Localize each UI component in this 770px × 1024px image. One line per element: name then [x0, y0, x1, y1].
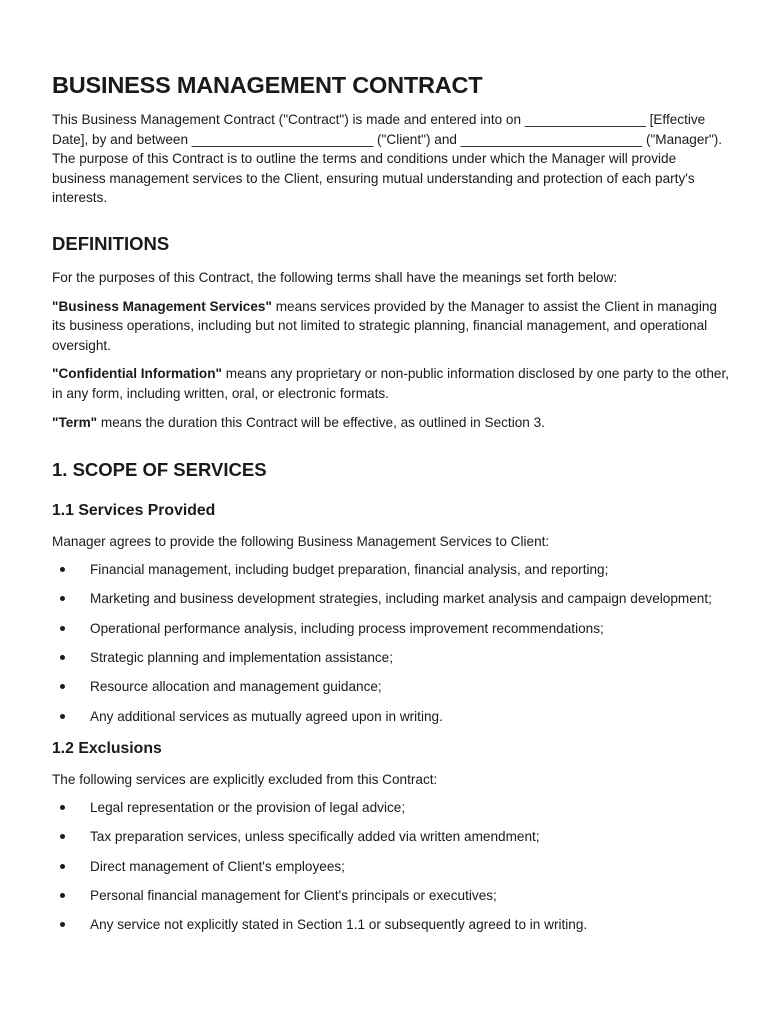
list-item — [52, 619, 730, 639]
list-item-text: Tax preparation services, unless specifically added via written amendment; — [90, 829, 540, 845]
definition-item — [52, 297, 730, 356]
definition-term: "Term" — [52, 414, 98, 430]
bullet-icon — [60, 626, 65, 631]
definition-item — [52, 413, 730, 433]
services-lead: Manager agrees to provide the following Business Management Services to Client: — [52, 534, 550, 550]
definition-term: "Confidential Information" — [52, 366, 222, 382]
list-item — [52, 677, 730, 697]
services-list — [52, 560, 730, 727]
bullet-icon — [60, 922, 65, 927]
definition-term: "Business Management Services" — [52, 298, 272, 314]
list-item — [52, 648, 730, 668]
scope-heading: 1. SCOPE OF SERVICES — [52, 459, 267, 481]
scope-section — [52, 457, 730, 935]
list-item-text: Personal financial management for Client's principals or executives; — [90, 888, 497, 904]
list-item — [52, 886, 730, 906]
exclusions-lead: The following services are explicitly excluded from this Contract: — [52, 772, 438, 788]
list-item-text: Marketing and business development strategies, including market analysis and campaign development; — [90, 591, 712, 607]
exclusions-heading: 1.2 Exclusions — [52, 740, 162, 758]
list-item-text: Legal representation or the provision of legal advice; — [90, 799, 406, 815]
list-item-text: Strategic planning and implementation assistance; — [90, 649, 394, 665]
intro-paragraph: This Business Management Contract ("Contract") is made and entered into on ________________ [Effective Date], by and between ________________________ ("Client") and ________________________ ("Manager"). The purpose of this Contract is to outline the terms and conditions under which the Manager will provide business management services to the Client, ensuring mutual understanding and protection of each party's interests. — [52, 112, 723, 206]
bullet-icon — [60, 655, 65, 660]
exclusions-list — [52, 798, 730, 935]
bullet-icon — [60, 567, 65, 572]
bullet-icon — [60, 805, 65, 810]
bullet-icon — [60, 714, 65, 719]
bullet-icon — [60, 834, 65, 839]
list-item-text: Financial management, including budget preparation, financial analysis, and reporting; — [90, 561, 609, 577]
document-title: BUSINESS MANAGEMENT CONTRACT — [52, 72, 483, 98]
list-item-text: Direct management of Client's employees; — [90, 858, 345, 874]
list-item — [52, 707, 730, 727]
list-item — [52, 857, 730, 877]
definition-text: means any proprietary or non-public information disclosed by one party to the other, in any form, including written, oral, or electronic formats. — [52, 366, 729, 401]
list-item — [52, 560, 730, 580]
list-item — [52, 915, 730, 935]
list-item-text: Any additional services as mutually agreed upon in writing. — [90, 708, 443, 724]
bullet-icon — [60, 684, 65, 689]
bullet-icon — [60, 864, 65, 869]
definitions-heading: DEFINITIONS — [52, 232, 170, 254]
definition-text: means services provided by the Manager to assist the Client in managing its business operations, including but not limited to strategic planning, financial management, and operational oversight. — [52, 298, 717, 353]
services-heading: 1.1 Services Provided — [52, 502, 216, 520]
list-item-text: Any service not explicitly stated in Section 1.1 or subsequently agreed to in writing. — [90, 917, 588, 933]
list-item — [52, 798, 730, 818]
list-item-text: Resource allocation and management guidance; — [90, 679, 382, 695]
definition-text: means the duration this Contract will be effective, as outlined in Section 3. — [97, 414, 545, 430]
definitions-lead: For the purposes of this Contract, the following terms shall have the meanings set forth below: — [52, 269, 618, 285]
list-item — [52, 589, 730, 609]
list-item-text: Operational performance analysis, including process improvement recommendations; — [90, 620, 604, 636]
list-item — [52, 827, 730, 847]
bullet-icon — [60, 893, 65, 898]
bullet-icon — [60, 596, 65, 601]
definition-item — [52, 364, 730, 403]
definitions-section — [52, 231, 730, 432]
